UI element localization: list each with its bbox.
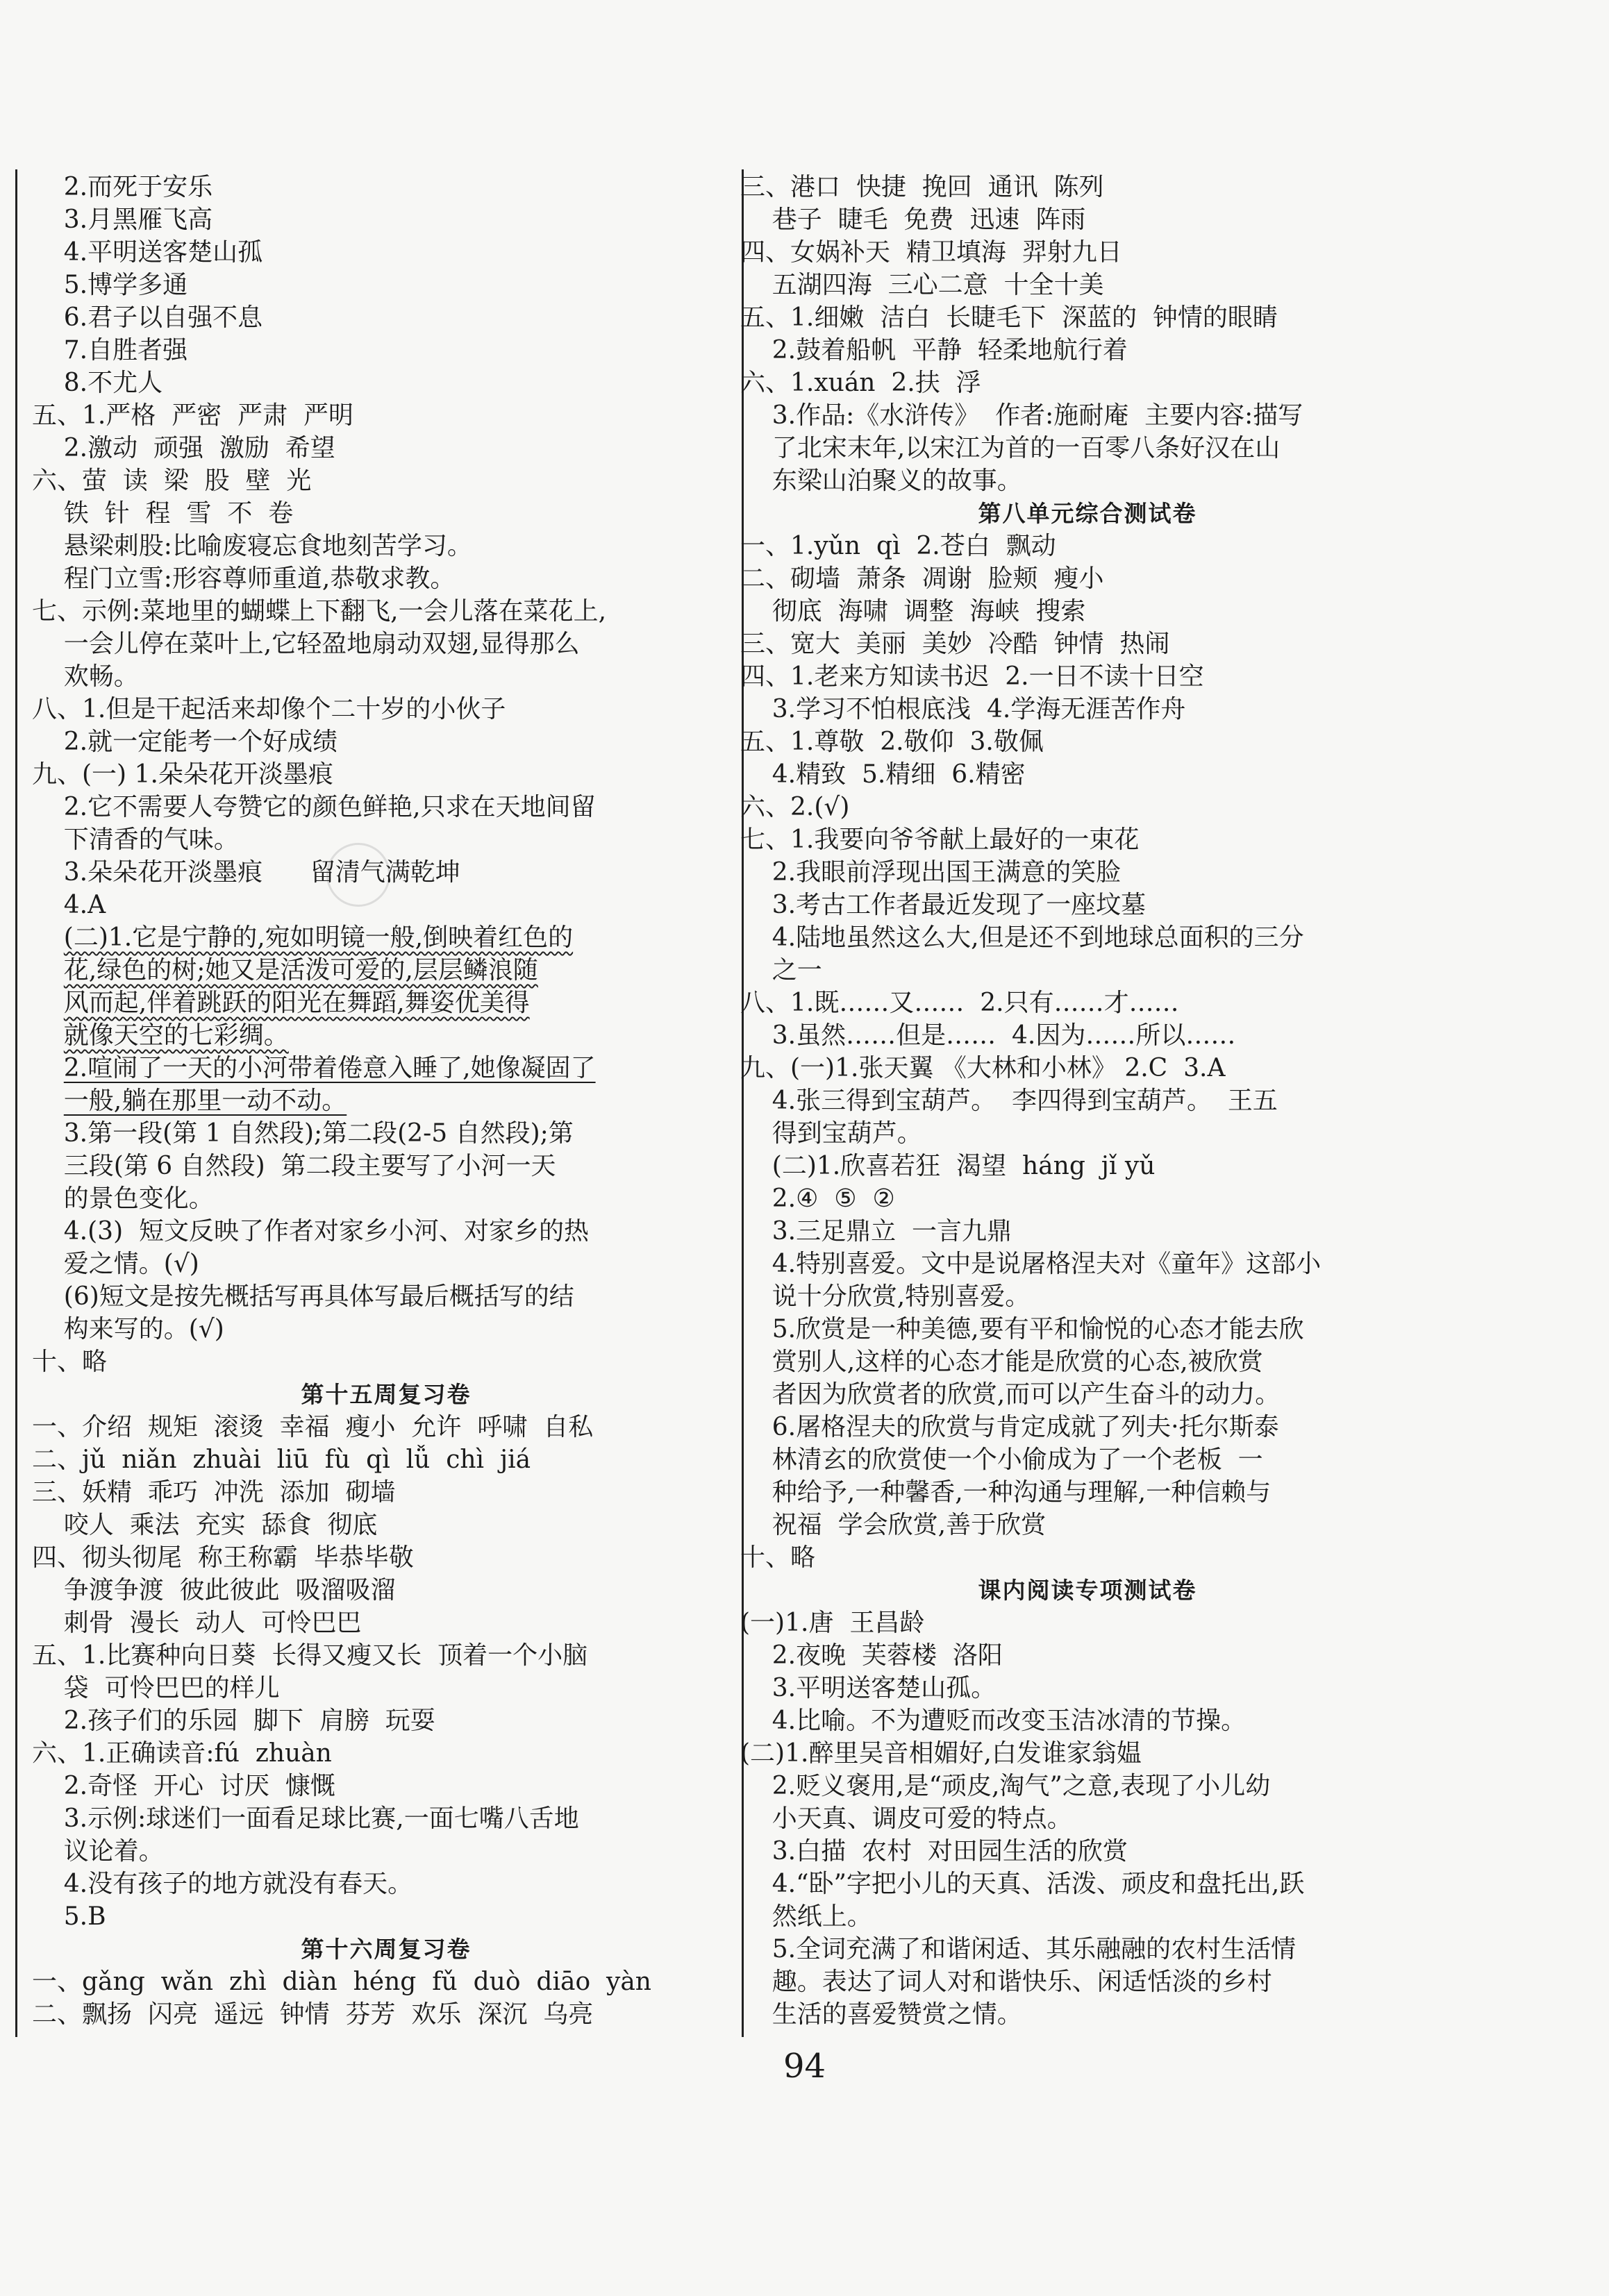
answer-line: (二)1.醉里吴音相媚好,白发谁家翁媪 xyxy=(740,1739,1142,1768)
answer-line: 一、gǎng wǎn zhì diàn héng fǔ duò diāo yàn xyxy=(32,1968,651,1996)
answer-line: 4.“卧”字把小儿的天真、活泼、顽皮和盘托出,跃 xyxy=(740,1870,1305,1898)
answer-line: (二)1.欣喜若狂 渴望 háng jǐ yǔ xyxy=(740,1152,1156,1180)
answer-line: 8.不尤人 xyxy=(32,369,163,397)
answer-line: 2.奇怪 开心 讨厌 慷慨 xyxy=(32,1772,335,1800)
answer-line: 四、女娲补天 精卫填海 羿射九日 xyxy=(740,238,1122,267)
answer-line: 六、2.(√) xyxy=(740,793,850,821)
answer-line: 4.张三得到宝葫芦。 李四得到宝葫芦。 王五 xyxy=(740,1087,1278,1115)
answer-line: 赏别人,这样的心态才能是欣赏的心态,被欣赏 xyxy=(740,1348,1263,1376)
answer-line: 祝福 学会欣赏,善于欣赏 xyxy=(740,1511,1047,1539)
answer-line: 六、萤 读 梁 股 壁 光 xyxy=(32,467,312,495)
answer-line: 八、1.既……又…… 2.只有……才…… xyxy=(740,989,1179,1017)
answer-line: 二、砌墙 萧条 凋谢 脸颊 瘦小 xyxy=(740,564,1104,593)
answer-line: 七、示例:菜地里的蝴蝶上下翻飞,一会儿落在菜花上, xyxy=(32,597,607,626)
answer-line: 十、略 xyxy=(32,1348,108,1376)
answer-line: 三、妖精 乖巧 冲洗 添加 砌墙 xyxy=(32,1478,396,1507)
answer-line: 5.博学多通 xyxy=(32,271,188,299)
section-heading: 第八单元综合测试卷 xyxy=(978,500,1197,527)
answer-line: 之一 xyxy=(740,956,822,984)
left-column xyxy=(32,171,740,2031)
answer-line: 构来写的。(√) xyxy=(32,1315,224,1343)
answer-line: 2.我眼前浮现出国王满意的笑脸 xyxy=(740,858,1122,887)
answer-line: 3.作品:《水浒传》 作者:施耐庵 主要内容:描写 xyxy=(740,401,1303,430)
answer-line: 悬梁刺股:比喻废寝忘食地刻苦学习。 xyxy=(32,532,472,560)
underlined-text: (二)1.它是宁静的,宛如明镜一般,倒映着红色的 xyxy=(63,923,574,952)
answer-line: 六、1.正确读音:fú zhuàn xyxy=(32,1739,332,1768)
answer-line: 爱之情。(√) xyxy=(32,1250,199,1278)
answer-line: 4.精致 5.精细 6.精密 xyxy=(740,760,1026,789)
answer-line: 3.学习不怕根底浅 4.学海无涯苦作舟 xyxy=(740,695,1186,723)
answer-line: 4.特别喜爱。文中是说屠格涅夫对《童年》这部小 xyxy=(740,1250,1322,1278)
underlined-text: 就像天空的七彩绸。 xyxy=(63,1021,289,1050)
answer-line: 铁 针 程 雪 不 卷 xyxy=(32,499,294,528)
answer-line: 4.平明送客楚山孤 xyxy=(32,238,263,267)
underlined-text: 花,绿色的树;她又是活泼可爱的,层层鳞浪随 xyxy=(63,956,538,984)
answer-line: 刺骨 漫长 动人 可怜巴巴 xyxy=(32,1609,362,1637)
answer-line: 巷子 睫毛 免费 迅速 阵雨 xyxy=(740,206,1086,234)
answer-line: 小天真、调皮可爱的特点。 xyxy=(740,1804,1072,1833)
answer-line: 2.④ ⑤ ② xyxy=(740,1184,895,1213)
answer-line: 六、1.xuán 2.扶 浮 xyxy=(740,369,981,397)
answer-line: 4.陆地虽然这么大,但是还不到地球总面积的三分 xyxy=(740,923,1304,952)
answer-line: 一、介绍 规矩 滚烫 幸福 瘦小 允许 呼啸 自私 xyxy=(32,1413,594,1441)
answer-line xyxy=(32,954,740,987)
answer-line: 程门立雪:形容尊师重道,恭敬求教。 xyxy=(32,564,456,593)
answer-line: 八、1.但是干起活来却像个二十岁的小伙子 xyxy=(32,695,506,723)
answer-line: 3.朵朵花开淡墨痕 留清气满乾坤 xyxy=(32,858,460,887)
answer-line: 5.欣赏是一种美德,要有平和愉悦的心态才能去欣 xyxy=(740,1315,1304,1343)
answer-line: 袋 可怜巴巴的样儿 xyxy=(32,1674,280,1702)
answer-line: 三、宽大 美丽 美妙 冷酷 钟情 热闹 xyxy=(740,630,1170,658)
answer-line: 2.鼓着船帆 平静 轻柔地航行着 xyxy=(740,336,1128,364)
section-heading: 第十六周复习卷 xyxy=(301,1936,472,1963)
answer-line: 2.它不需要人夸赞它的颜色鲜艳,只求在天地间留 xyxy=(32,793,596,821)
answer-line: 2.孩子们的乐园 脚下 肩膀 玩耍 xyxy=(32,1707,435,1735)
answer-line: 7.自胜者强 xyxy=(32,336,188,364)
answer-line: 4.(3) 短文反映了作者对家乡小河、对家乡的热 xyxy=(32,1217,590,1246)
answer-line: 2.贬义褒用,是“顽皮,淘气”之意,表现了小儿幼 xyxy=(740,1772,1271,1800)
answer-line: 十、略 xyxy=(740,1543,816,1572)
section-heading: 课内阅读专项测试卷 xyxy=(978,1577,1197,1604)
answer-line: 3.平明送客楚山孤。 xyxy=(740,1674,997,1702)
answer-line: 2.激动 顽强 激励 希望 xyxy=(32,434,335,462)
underlined-text: 2.喧闹了一天的小河带着倦意入睡了,她像凝固了 xyxy=(63,1054,596,1082)
answer-line: 然纸上。 xyxy=(740,1902,872,1931)
answer-line: 二、飘扬 闪亮 遥远 钟情 芬芳 欢乐 深沉 乌亮 xyxy=(32,2000,594,2029)
answer-line: 4.没有孩子的地方就没有春天。 xyxy=(32,1870,413,1898)
answer-line: 4.比喻。不为遭贬而改变玉洁冰清的节操。 xyxy=(740,1707,1247,1735)
answer-line: (一)1.唐 王昌龄 xyxy=(740,1609,925,1637)
answer-line: 5.B xyxy=(32,1902,106,1931)
answer-line: 下清香的气味。 xyxy=(32,826,239,854)
answer-line: 四、1.老来方知读书迟 2.一日不读十日空 xyxy=(740,662,1204,691)
answer-line: 三段(第 6 自然段) 第二段主要写了小河一天 xyxy=(32,1152,556,1180)
answer-line: 3.考古工作者最近发现了一座坟墓 xyxy=(740,891,1147,919)
answer-line: 3.月黑雁飞高 xyxy=(32,206,213,234)
right-column xyxy=(740,171,1435,2031)
page-number: 94 xyxy=(783,2047,826,2086)
answer-line: 林清玄的欣赏使一个小偷成为了一个老板 一 xyxy=(740,1446,1263,1474)
answer-line: 2.而死于安乐 xyxy=(32,173,213,201)
answer-line: 九、(一) 1.朵朵花开淡墨痕 xyxy=(32,760,333,789)
answer-line xyxy=(32,1084,740,1117)
answer-line: 咬人 乘法 充实 舔食 彻底 xyxy=(32,1511,378,1539)
answer-line: 说十分欣赏,特别喜爱。 xyxy=(740,1282,1031,1311)
answer-line: 6.屠格涅夫的欣赏与肯定成就了列夫·托尔斯泰 xyxy=(740,1413,1279,1441)
answer-line: 五湖四海 三心二意 十全十美 xyxy=(740,271,1104,299)
answer-line: 一、1.yǔn qì 2.苍白 飘动 xyxy=(740,532,1056,560)
section-heading: 第十五周复习卷 xyxy=(301,1381,472,1408)
answer-line: 了北宋末年,以宋江为首的一百零八条好汉在山 xyxy=(740,434,1281,462)
answer-line: 争渡争渡 彼此彼此 吸溜吸溜 xyxy=(32,1576,396,1604)
answer-line: 一会儿停在菜叶上,它轻盈地扇动双翅,显得那么 xyxy=(32,630,580,658)
answer-line: 5.全词充满了和谐闲适、其乐融融的农村生活情 xyxy=(740,1935,1297,1963)
answer-line: 七、1.我要向爷爷献上最好的一束花 xyxy=(740,826,1140,854)
answer-line: 议论着。 xyxy=(32,1837,164,1866)
answer-line: 3.第一段(第 1 自然段);第二段(2-5 自然段);第 xyxy=(32,1119,574,1148)
answer-line: 3.白描 农村 对田园生活的欣赏 xyxy=(740,1837,1128,1866)
answer-line: 四、彻头彻尾 称王称霸 毕恭毕敬 xyxy=(32,1543,414,1572)
answer-line: 4.A xyxy=(32,891,106,919)
answer-line: 彻底 海啸 调整 海峡 搜索 xyxy=(740,597,1086,626)
answer-line: (6)短文是按先概括写再具体写最后概括写的结 xyxy=(32,1282,574,1311)
answer-line: 2.夜晚 芙蓉楼 洛阳 xyxy=(740,1641,1003,1670)
answer-line: 欢畅。 xyxy=(32,662,139,691)
answer-line: 趣。表达了词人对和谐快乐、闲适恬淡的乡村 xyxy=(740,1968,1272,1996)
answer-line: 三、港口 快捷 挽回 通讯 陈列 xyxy=(740,173,1104,201)
answer-line: 2.就一定能考一个好成绩 xyxy=(32,728,338,756)
answer-line xyxy=(32,1052,740,1084)
underlined-text: 一般,躺在那里一动不动。 xyxy=(63,1087,347,1115)
answer-line xyxy=(32,987,740,1019)
answer-line: 3.示例:球迷们一面看足球比赛,一面七嘴八舌地 xyxy=(32,1804,579,1833)
answer-line: 者因为欣赏者的欣赏,而可以产生奋斗的动力。 xyxy=(740,1380,1281,1409)
underlined-text: 风而起,伴着跳跃的阳光在舞蹈,舞姿优美得 xyxy=(63,989,530,1017)
answer-line: 6.君子以自强不息 xyxy=(32,303,263,332)
answer-line xyxy=(32,1019,740,1052)
answer-line: 东梁山泊聚义的故事。 xyxy=(740,467,1022,495)
answer-line: 五、1.比赛种向日葵 长得又瘦又长 顶着一个小脑 xyxy=(32,1641,588,1670)
answer-line: 得到宝葫芦。 xyxy=(740,1119,922,1148)
answer-line xyxy=(32,921,740,954)
answer-line: 二、jǔ niǎn zhuài liū fù qì lǚ chì jiá xyxy=(32,1446,531,1474)
answer-line: 五、1.严格 严密 严肃 严明 xyxy=(32,401,354,430)
answer-line: 3.三足鼎立 一言九鼎 xyxy=(740,1217,1012,1246)
answer-line: 生活的喜爱赞赏之情。 xyxy=(740,2000,1022,2029)
left-margin-rule xyxy=(15,169,17,2037)
answer-line: 五、1.细嫩 洁白 长睫毛下 深蓝的 钟情的眼睛 xyxy=(740,303,1278,332)
answer-line: 3.虽然……但是…… 4.因为……所以…… xyxy=(740,1021,1236,1050)
answer-line: 的景色变化。 xyxy=(32,1184,214,1213)
answer-line: 五、1.尊敬 2.敬仰 3.敬佩 xyxy=(740,728,1044,756)
answer-line: 九、(一)1.张天翼 《大林和小林》 2.C 3.A xyxy=(740,1054,1226,1082)
answer-line: 种给予,一种馨香,一种沟通与理解,一种信赖与 xyxy=(740,1478,1272,1507)
